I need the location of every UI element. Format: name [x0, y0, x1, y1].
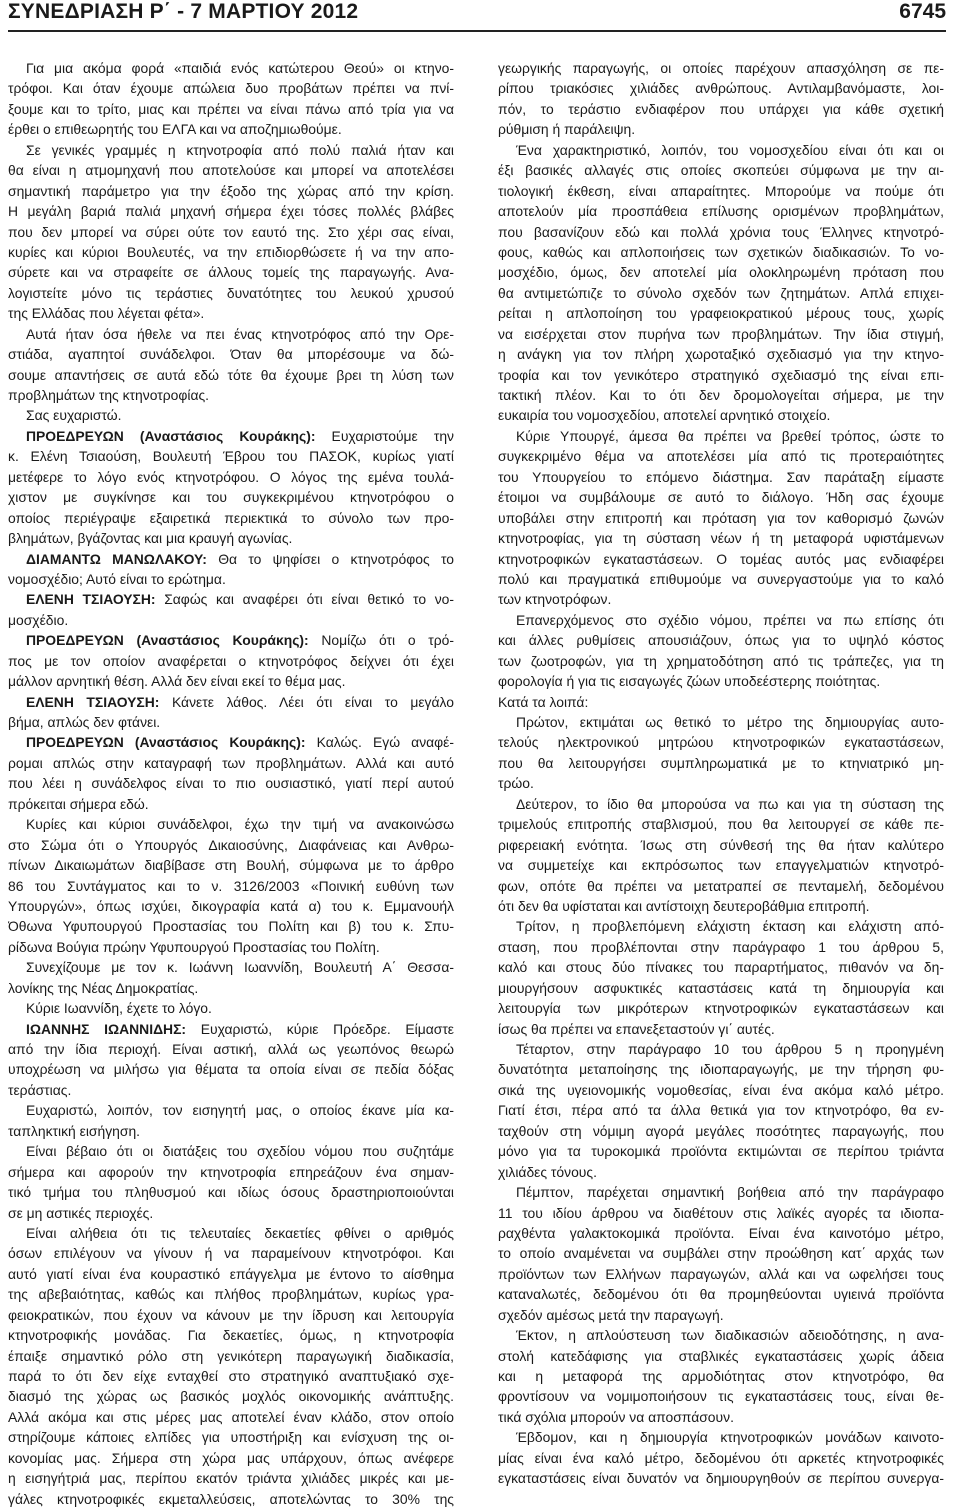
line-text: ρείται η απλοποίηση του γραφειοκρατικού μέρους τους, χωρίς	[498, 305, 944, 322]
text-line	[8, 549, 454, 569]
text-line	[498, 671, 944, 691]
line-text: φροντίσουν να νομιμοποιήσουν τις εγκαταστάσεις τους, είναι θε-	[498, 1388, 944, 1405]
line-text: Ευχαριστούμε την	[315, 427, 454, 444]
line-text: μοσχέδιο, όμως, δεν αποτελεί μία ολοκληρωμένη πρόταση που	[498, 264, 944, 281]
text-line	[498, 181, 944, 201]
text-line	[8, 937, 454, 957]
text-line	[498, 1305, 944, 1325]
line-text: που λέει η συνάδελφος είναι το πιο ουσιαστικό, γιατί περί αυτού	[8, 775, 454, 792]
text-line	[8, 1203, 454, 1223]
line-text: σύρετε και να στραφείτε σε άλλους τομείς της παραγωγής. Ανα-	[8, 264, 454, 281]
line-text: Συνεχίζουμε με τον κ. Ιωάννη Ιωαννίδη, Βουλευτή Α΄ Θεσσα-	[26, 959, 454, 976]
line-text: κ. Ελένη Τσιαούση, Βουλευτή Έβρου του ΠΑΣΟΚ, κυρίως γιατί	[8, 448, 454, 465]
text-line	[8, 732, 454, 752]
text-line	[8, 589, 454, 609]
line-text: τριμελούς επιτροπής σταβλισμού, που θα λειτουργεί σε κάθε πε-	[498, 816, 944, 833]
text-line	[498, 1059, 944, 1079]
text-line	[8, 78, 454, 98]
text-line	[498, 753, 944, 773]
line-text: σχεδόν αμέσως μετά την παραγωγή.	[498, 1306, 724, 1323]
text-line	[8, 998, 454, 1018]
text-line	[498, 1366, 944, 1386]
text-line	[498, 1325, 944, 1345]
line-text: ευκαιρία του νομοσχεδίου, αποτελεί αρνητικό στοιχείο.	[498, 407, 831, 424]
session-title: ΣΥΝΕΔΡΙΑΣΗ Ρ΄ - 7 ΜΑΡΤΙΟΥ 2012	[8, 0, 359, 23]
line-text: ίσως θα πρέπει να επανεξεταστούν γι΄ αυτές.	[498, 1020, 775, 1037]
text-line	[498, 140, 944, 160]
line-text: Κύριε Ιωαννίδη, έχετε το λόγο.	[26, 1000, 212, 1017]
text-line	[8, 753, 454, 773]
line-text: τικό τμήμα του πληθυσμού και ιδίως όσους δραστηριοποιούνται	[8, 1184, 454, 1201]
line-text: σε μη αστικές περιοχές.	[8, 1204, 154, 1221]
text-line	[498, 692, 944, 712]
text-line	[8, 978, 454, 998]
text-line	[498, 1100, 944, 1120]
line-text: μιουργήσουν ασφυκτικές καταστάσεις κατά τη δημιουργία και	[498, 979, 944, 996]
text-line	[498, 855, 944, 875]
text-line	[8, 1448, 454, 1468]
text-line	[8, 1019, 454, 1039]
text-line	[498, 1407, 944, 1427]
text-line	[8, 896, 454, 916]
line-text: η ανάγκη για τον πλήρη χωροταξικό σχεδιασμό για την κτηνο-	[498, 346, 944, 363]
line-text: Ένα χαρακτηριστικό, λοιπόν, του νομοσχεδίου είναι ότι και οι	[516, 141, 944, 158]
line-text: νομοσχέδιο; Αυτό είναι το ερώτημα.	[8, 570, 226, 587]
text-line	[8, 385, 454, 405]
line-text: φειοκρατικών, που έχουν να κάνουν με την ίδρυση και λειτουργία	[8, 1306, 454, 1323]
line-text: έρθει ο επιθεωρητής του ΕΛΓΑ και να αποζημιωθούμε.	[8, 121, 342, 138]
line-text: ρομαι απλώς στην καταγραφή των προβλημάτων. Αλλά και αυτό	[8, 754, 454, 771]
text-line	[498, 876, 944, 896]
line-text: των κτηνοτρόφων.	[498, 591, 612, 608]
text-line	[498, 1039, 944, 1059]
speaker-name: ΕΛΕΝΗ ΤΣΙΑΟΥΣΗ:	[26, 693, 160, 710]
line-text: αυτό γιατί είναι ένα κουραστικό επάγγελμα με έντονο το αίσθημα	[8, 1265, 454, 1282]
line-text: υποβάλει στην επιτροπή και πρόταση για τον καθορισμό ζωνών	[498, 509, 944, 526]
line-text: Κυρίες και κύριοι συνάδελφοι, έχω την τιμή να ανακοινώσω	[26, 816, 454, 833]
line-text: κτηνοτροφίας, για τη σύσταση νέων ή τη μεταφορά υφιστάμενων	[498, 530, 944, 547]
line-text: κονομίας μας. Σήμερα στη χώρα μας υπάρχουν, όπως ανέφερε	[8, 1449, 454, 1466]
text-line	[8, 1346, 454, 1366]
line-text: οποίος περιέγραψε εξαιρετικά περιεκτικά το σύνολο των προ-	[8, 509, 454, 526]
text-line	[8, 1059, 454, 1079]
line-text: στιάδα, αγαπητοί συνάδελφοι. Όταν θα μπορέσουμε να δώ-	[8, 346, 454, 363]
line-text: ρύθμιση ή παράλειψη.	[498, 121, 636, 138]
text-line	[498, 1141, 944, 1161]
line-text: συγκεκριμένο θέμα να αποτελέσει μία από τις προτεραιότητες	[498, 448, 944, 465]
text-line	[498, 487, 944, 507]
text-line	[498, 426, 944, 446]
text-line	[498, 1243, 944, 1263]
text-line	[8, 651, 454, 671]
line-text: και άλλες ρυθμίσεις απουσιάζουν, όπως για το υψηλό κόστος	[498, 632, 944, 649]
right-text-column	[498, 58, 944, 1489]
line-text: Κύριε Υπουργέ, άμεσα θα πρέπει να βρεθεί τρόπος, ώστε το	[516, 427, 944, 444]
text-line	[498, 589, 944, 609]
line-text: Ευχαριστώ, κύριε Πρόεδρε. Είμαστε	[186, 1020, 454, 1037]
text-line	[498, 1182, 944, 1202]
text-line	[8, 508, 454, 528]
text-line	[498, 1203, 944, 1223]
text-line	[8, 916, 454, 936]
text-line	[498, 712, 944, 732]
text-line	[498, 160, 944, 180]
text-line	[8, 181, 454, 201]
text-line	[8, 1121, 454, 1141]
line-text: Σε γενικές γραμμές η κτηνοτροφία από πολύ παλιά ήταν και	[26, 141, 454, 158]
line-text: παρά το ότι δεν είχε ενταχθεί στο στρατηγικό αναπτυξιακό σχε-	[8, 1368, 454, 1384]
text-line	[498, 1468, 944, 1488]
text-line	[8, 1243, 454, 1263]
line-text: Αλλά ακόμα και στις μέρες μας αποτελεί έναν κλάδο, στον οποίο	[8, 1408, 454, 1425]
line-text: ρίπου τριακόσιες χιλιάδες ανθρώπους. Αντιλαμβανόμαστε, λοι-	[498, 80, 944, 97]
text-line	[8, 1489, 454, 1509]
text-line	[8, 1305, 454, 1325]
text-line	[498, 569, 944, 589]
line-text: τροφία και τον γενικότερο στρατηγικό σχεδιασμό της είναι επι-	[498, 366, 944, 383]
text-line	[498, 1448, 944, 1468]
text-line	[498, 916, 944, 936]
line-text: στολή κατεδάφισης για σταβλικές εγκαταστάσεις χωρίς άδεια	[498, 1347, 944, 1364]
line-text: τιολογική έκθεση, είναι απαραίτητες. Μπορούμε να πούμε ότι	[498, 182, 944, 199]
line-text: κυρίες και κύριοι Βουλευτές, να την επιδιορθώσετε ή να την απο-	[8, 243, 454, 260]
text-line	[8, 773, 454, 793]
line-text: Τέταρτον, στην παράγραφο 10 του άρθρου 5 η προηγμένη	[516, 1041, 944, 1057]
text-line	[498, 78, 944, 98]
line-text: σημαντική παράμετρο για την έξοδο της χώρας από την κρίση.	[8, 182, 454, 199]
line-text: τρόφοι. Και όταν έχουμε απώλεια δυο προβάτων πρέπει να πνί-	[8, 80, 454, 97]
text-line	[8, 201, 454, 221]
line-text: Γιατί έτσι, πέρα από τα άλλα θετικά για τον κτηνοτρόφο, θα εν-	[498, 1102, 944, 1119]
line-text: λειτουργία των μικρότερων κτηνοτροφικών εγκαταστάσεων και	[498, 1000, 944, 1017]
text-line	[8, 1284, 454, 1304]
text-line	[498, 1427, 944, 1447]
text-line	[8, 1182, 454, 1202]
text-line	[498, 446, 944, 466]
line-text: από την ίδια περιοχή. Είναι αστική, αλλά ως γεωπόνος θεωρώ	[8, 1041, 454, 1057]
text-line	[8, 610, 454, 630]
text-line	[8, 365, 454, 385]
text-line	[8, 1223, 454, 1243]
text-line	[8, 446, 454, 466]
text-line	[498, 1284, 944, 1304]
speaker-name: ΠΡΟΕΔΡΕΥΩΝ (Αναστάσιος Κουράκης):	[26, 734, 306, 751]
line-text: έξι βασικές αλλαγές στις οποίες σκοπεύει σύμφωνα με την αι-	[498, 162, 944, 179]
text-line	[8, 528, 454, 548]
text-line	[498, 835, 944, 855]
text-line	[8, 1264, 454, 1284]
text-line	[498, 896, 944, 916]
text-line	[498, 119, 944, 139]
text-line	[8, 344, 454, 364]
line-text: η εισηγήτριά μας, περίπου εκατόν τριάντα χιλιάδες μικρές και με-	[8, 1470, 454, 1487]
text-line	[8, 303, 454, 323]
line-text: και η μεταφορά της αρμοδιότητας στον κτηνοτρόφο, θα	[498, 1368, 944, 1384]
line-text: γεωργικής παραγωγής, οι οποίες παρέχουν απασχόληση σε πε-	[498, 60, 944, 76]
text-line	[8, 140, 454, 160]
line-text: Τρίτον, η προβλεπόμενη ελάχιστη έκταση και ελάχιστη από-	[516, 918, 944, 935]
line-text: φους, καθώς και απλοποιήσεις των σχετικών διαδικασιών. Το νο-	[498, 243, 944, 260]
text-line	[498, 794, 944, 814]
line-text: τρώο.	[498, 775, 534, 792]
text-line	[498, 365, 944, 385]
line-text: τικά σχόλια μπορούν να αποσπάσουν.	[498, 1408, 734, 1425]
line-text: Νομίζω ότι ο τρό-	[308, 632, 454, 649]
line-text: κτηνοτροφικής μονάδας. Για δεκαετίες, όμως, η κτηνοτροφία	[8, 1327, 454, 1344]
line-text: προβλημάτων της κτηνοτροφίας.	[8, 387, 210, 403]
line-text: τελούς ηλεκτρονικού μητρώου κτηνοτροφικών εγκαταστάσεων,	[498, 734, 944, 751]
line-text: κτηνοτροφικών εγκαταστάσεων. Ο τομέας αυτός μας ενδιαφέρει	[498, 550, 944, 567]
text-line	[8, 405, 454, 425]
line-text: Για μια ακόμα φορά «παιδιά ενός κατώτερου Θεού» οι κτηνο-	[26, 60, 454, 76]
text-line	[8, 119, 454, 139]
text-line	[8, 1100, 454, 1120]
line-text: μίας είναι ένα καλό μέτρο, δεδομένου ότι αρκετές κτηνοτροφικές	[498, 1449, 944, 1466]
text-line	[498, 467, 944, 487]
line-text: υποχρέωση να μιλήσω για θέματα τα οποία είναι σε πεδία δόξας	[8, 1061, 454, 1078]
text-line	[8, 1366, 454, 1386]
left-text-column	[8, 58, 454, 1509]
text-line	[8, 1407, 454, 1427]
speaker-name: ΠΡΟΕΔΡΕΥΩΝ (Αναστάσιος Κουράκης):	[26, 632, 309, 649]
text-line	[8, 794, 454, 814]
text-line	[8, 1039, 454, 1059]
page-number: 6745	[899, 0, 946, 23]
line-text: τακτική πλέον. Και το ότι δεν δρομολογείται σήμερα, με την	[498, 387, 944, 403]
line-text: βλημάτων, βγάζοντας και μια κραυγή αγωνίας.	[8, 530, 293, 547]
line-text: το οποίο αναμένεται να συμβάλει στην προώθηση κατ΄ αρχάς των	[498, 1245, 944, 1262]
line-text: Είναι βέβαιο ότι οι διατάξεις του σχεδίου νόμου που συζητάμε	[26, 1143, 454, 1160]
text-line	[498, 58, 944, 78]
line-text: χιστον με συγκίνησε και του συγκεκριμένου κτηνοτρόφου ο	[8, 489, 454, 506]
line-text: σουμε απαντήσεις σε αυτά εδώ τότε θα έχουμε βρει τη λύση των	[8, 366, 454, 383]
text-line	[8, 222, 454, 242]
line-text: Υπουργών», όπως ισχύει, δικογραφία κατά α) του κ. Εμμανουήλ	[8, 897, 454, 914]
text-line	[8, 487, 454, 507]
line-text: ραχθέντα γαλακτοκομικά προϊόντα. Είναι ένα καινοτόμο μέτρο,	[498, 1224, 944, 1241]
text-line	[8, 1427, 454, 1447]
line-text: Ευχαριστώ, λοιπόν, τον εισηγητή μας, ο οποίος έκανε μία κα-	[26, 1102, 454, 1119]
text-line	[8, 1141, 454, 1161]
line-text: των ζωοτροφών, για τη χρηματοδότηση από τις τράπεζες, για τη	[498, 652, 944, 669]
text-line	[498, 814, 944, 834]
text-line	[498, 1121, 944, 1141]
line-text: χιλιάδες τόνους.	[498, 1163, 597, 1180]
text-line	[498, 610, 944, 630]
line-text: Όθωνα Υφυπουργού Προστασίας του Πολίτη και β) του κ. Σπυ-	[8, 918, 454, 935]
text-line	[8, 835, 454, 855]
text-line	[8, 671, 454, 691]
line-text: της Ελλάδας που λέγεται φέτα».	[8, 305, 205, 322]
line-text: γάλες κτηνοτροφικές εκμεταλλεύσεις, αποτελώντας το 30% της	[8, 1490, 454, 1507]
line-text: πος με τον οποίον αναφέρεται ο κτηνοτρόφος δείχνει ότι έχει	[8, 652, 454, 669]
text-line	[498, 99, 944, 119]
speaker-name: ΙΩΑΝΝΗΣ ΙΩΑΝΝΙΔΗΣ:	[26, 1020, 187, 1037]
text-line	[8, 1080, 454, 1100]
line-text: Δεύτερον, το ίδιο θα μπορούσα να πω και για τη σύσταση της	[516, 795, 944, 812]
line-text: τεράστιας.	[8, 1081, 72, 1098]
text-line	[498, 1080, 944, 1100]
line-text: πίνων Δικαιωμάτων διαβίβασε στη Βουλή, σύμφωνα με το άρθρο	[8, 857, 454, 874]
line-text: σικά της υγειονομικής νομοθεσίας, είναι ένα ακόμα καλό μέτρο.	[498, 1081, 944, 1098]
text-line	[8, 99, 454, 119]
line-text: Σαφώς και αναφέρει ότι είναι θετικό το νο-	[155, 591, 454, 608]
text-line	[498, 528, 944, 548]
text-line	[8, 242, 454, 262]
line-text: Επανερχόμενος στο σχέδιο νόμου, πρέπει να πω επίσης ότι	[516, 611, 944, 628]
text-line	[498, 1346, 944, 1366]
line-text: να συμμετείχε και εκπρόσωπος των επαγγελματιών κτηνοτρό-	[498, 857, 944, 874]
line-text: αποτελούν μία προσπάθεια επίλυσης ορισμένων προβλημάτων,	[498, 203, 944, 220]
line-text: ρίδωνα Βούγια πρώην Υφυπουργού Προστασίας του Πολίτη.	[8, 938, 380, 955]
line-text: 86 του Συντάγματος και το ν. 3126/2003 «Ποινική ευθύνη των	[8, 877, 454, 894]
speaker-name: ΔΙΑΜΑΝΤΩ ΜΑΝΩΛΑΚΟΥ:	[26, 550, 207, 567]
line-text: Αυτά ήταν όσα ήθελε να πει ένας κτηνοτρόφος από την Ορε-	[26, 325, 454, 342]
line-text: θα είναι η ατμομηχανή που αποτελούσε και μπορεί να αποτελέσει	[8, 162, 454, 179]
line-text: μετέφερε το λόγο ενός κτηνοτρόφου. Ο λόγος της εμένα τουλά-	[8, 468, 454, 485]
line-text: στηρίζουμε κάποιες ελπίδες για υποστήριξη και ενίσχυση της οι-	[8, 1429, 454, 1446]
line-text: στο Σώμα ότι ο Υπουργός Δικαιοσύνης, Διαφάνειας και Ανθρω-	[8, 836, 454, 853]
line-text: μάλλον αρνητική θέση. Αλλά δεν είναι εκεί το θέμα μας.	[8, 673, 346, 690]
page-header	[8, 0, 946, 32]
line-text: μοσχέδιο.	[8, 611, 69, 628]
line-text: Έκτον, η απλούστευση των διαδικασιών αδειοδότησης, η ανα-	[516, 1327, 944, 1344]
line-text: λογιστείτε μόνο τις τεράστιες δυνατότητες του λευκού χρυσού	[8, 284, 454, 301]
text-line	[498, 283, 944, 303]
line-text: που δεν μπορεί να σύρει ούτε τον εαυτό της. Στο χέρι σας είναι,	[8, 223, 454, 240]
line-text: πόν, το τεράστιο ενδιαφέρον που υπάρχει για κάθε σχετική	[498, 100, 944, 117]
line-text: καταναλωτές, δεδομένου ότι θα προμηθεύονται υγιεινά προϊόντα	[498, 1286, 944, 1303]
line-text: Πρώτον, εκτιμάται ως θετικό το μέτρο της δημιουργίας αυτο-	[516, 714, 944, 730]
line-text: Έβδομον, και η δημιουργία κτηνοτροφικών μονάδων καινοτο-	[516, 1429, 944, 1446]
line-text: να εισέρχεται στον πυρήνα των προβλημάτων. Την ίδια στιγμή,	[498, 325, 944, 342]
line-text: που βασανίζουν εδώ και πολλά χρόνια τους Έλληνες κτηνοτρό-	[498, 223, 944, 240]
text-line	[498, 1019, 944, 1039]
line-text: πολύ και πραγματικά επιθυμούμε να συνεργαστούμε για το καλό	[498, 570, 944, 587]
line-text: θα αντιμετώπιζε το σύνολο σχεδόν των ζητημάτων. Απλά επιχει-	[498, 284, 944, 301]
text-line	[8, 58, 454, 78]
line-text: προϊόντων των Ελλήνων παραγωγών, αλλά και να ωφελήσει τους	[498, 1265, 944, 1282]
text-line	[498, 732, 944, 752]
line-text: διασμό της χώρας ως βασικός μοχλός οικονομικής ανάπτυξης.	[8, 1388, 454, 1405]
line-text: Είναι αλήθεια ότι τις τελευταίες δεκαετίες φθίνει ο αριθμός	[26, 1224, 454, 1241]
line-text: Σας ευχαριστώ.	[26, 407, 122, 424]
line-text: εγκαταστάσεις είναι δυνατόν να δημιουργηθούν σε περίπου συνεργα-	[498, 1470, 944, 1487]
text-line	[498, 651, 944, 671]
text-line	[8, 692, 454, 712]
line-text: Κάνετε λάθος. Λέει ότι είναι το μεγάλο	[159, 693, 454, 710]
text-line	[8, 467, 454, 487]
text-line	[8, 876, 454, 896]
line-text: που θα λειτουργήσει συμπληρωματικά με το κτηνιατρικό μη-	[498, 754, 944, 771]
text-line	[8, 283, 454, 303]
line-text: μόνο για τα τυροκομικά προϊόντα εκτιμώνται σε περίπου τριάντα	[498, 1143, 944, 1160]
text-line	[498, 1386, 944, 1406]
text-line	[498, 937, 944, 957]
text-line	[8, 324, 454, 344]
text-line	[8, 630, 454, 650]
line-text: βήμα, απλώς δεν φτάνει.	[8, 714, 161, 730]
text-line	[498, 405, 944, 425]
line-text: καλό και στους δύο πίνακες του παραρτήματος, πιθανόν να δη-	[498, 959, 944, 976]
line-text: Η μεγάλη βαριά παλιά μηχανή σήμερα έχει τόσες πολλές βλάβες	[8, 203, 454, 220]
line-text: Κατά τα λοιπά:	[498, 693, 589, 710]
line-text: έτοιμοι να συμβάλουμε σε αυτό το διάλογο. Ήδη σας έχουμε	[498, 489, 944, 506]
line-text: δυνατότητα μεταποίησης της ιδιοπαραγωγής, με την τήρηση φυ-	[498, 1061, 944, 1078]
text-line	[8, 1162, 454, 1182]
line-text: του Υπουργείου το επόμενο διάστημα. Σαν παράταξη είμαστε	[498, 468, 944, 485]
text-line	[8, 712, 454, 732]
text-line	[8, 160, 454, 180]
text-line	[8, 426, 454, 446]
text-line	[8, 1325, 454, 1345]
text-line	[8, 1468, 454, 1488]
text-line	[498, 1223, 944, 1243]
line-text: σταση, που προβλέπονται στην παράγραφο 1 του άρθρου 5,	[498, 938, 944, 955]
text-line	[498, 508, 944, 528]
text-line	[498, 344, 944, 364]
text-line	[498, 998, 944, 1018]
line-text: ριφερειακή ενότητα. Ίσως στη σύνθεσή της θα ήταν καλύτερο	[498, 836, 944, 853]
text-line	[498, 549, 944, 569]
line-text: φορολογία ή για τις εισαγωγές ζώων υποδεέστερης ποιότητας.	[498, 673, 881, 690]
text-line	[8, 957, 454, 977]
line-text: ταπληκτική εισήγηση.	[8, 1122, 141, 1139]
line-text: σήμερα και αφορούν την κτηνοτροφία επηρεάζουν ένα σημαν-	[8, 1163, 454, 1180]
line-text: όσων επιλέγουν να γίνουν ή να παραμείνουν κτηνοτρόφοι. Και	[8, 1245, 454, 1262]
speaker-name: ΠΡΟΕΔΡΕΥΩΝ (Αναστάσιος Κουράκης):	[26, 427, 316, 444]
line-text: λονίκης της Νέας Δημοκρατίας.	[8, 979, 199, 996]
text-line	[498, 324, 944, 344]
text-line	[498, 201, 944, 221]
text-line	[8, 855, 454, 875]
text-line	[498, 1264, 944, 1284]
line-text: Καλώς. Εγώ αναφέ-	[305, 734, 454, 751]
text-line	[8, 262, 454, 282]
line-text: Πέμπτον, παρέχεται σημαντική βοήθεια από την παράγραφο	[516, 1184, 944, 1201]
text-line	[8, 814, 454, 834]
line-text: ότι δεν θα υφίσταται και αντίστοιχη δευτεροβάθμια επιτροπή.	[498, 897, 870, 914]
line-text: φων, οπότε θα πρέπει να μετατραπεί σε πενταμελή, δεδομένου	[498, 877, 944, 894]
text-line	[498, 242, 944, 262]
text-line	[498, 1162, 944, 1182]
text-line	[8, 569, 454, 589]
line-text: πρόκειται σήμερα εδώ.	[8, 795, 149, 812]
text-line	[498, 262, 944, 282]
line-text: 11 του ιδίου άρθρου να διαθέτουν στις λαϊκές αγορές τα ιδιοπα-	[498, 1204, 944, 1221]
text-line	[498, 957, 944, 977]
line-text: ξουμε και το τρίτο, μιας και πρέπει να είναι πάνω από τρία για να	[8, 100, 454, 117]
speaker-name: ΕΛΕΝΗ ΤΣΙΑΟΥΣΗ:	[26, 591, 156, 608]
text-line	[498, 773, 944, 793]
text-line	[498, 630, 944, 650]
line-text: έπαιξε σημαντικό ρόλο στη γενικότερη παραγωγική διαδικασία,	[8, 1347, 454, 1364]
line-text: της αβεβαιότητας, καθώς και πλήθος προβλημάτων, κυρίως γρα-	[8, 1286, 454, 1303]
text-line	[8, 1386, 454, 1406]
text-line	[498, 222, 944, 242]
text-line	[498, 978, 944, 998]
text-line	[498, 385, 944, 405]
line-text: Θα το ψηφίσει ο κτηνοτρόφος το	[206, 550, 454, 567]
line-text: ταχθούν στη νόμιμη αγορά μεγάλες ποσότητες παραγωγής, που	[498, 1122, 944, 1139]
text-line	[498, 303, 944, 323]
